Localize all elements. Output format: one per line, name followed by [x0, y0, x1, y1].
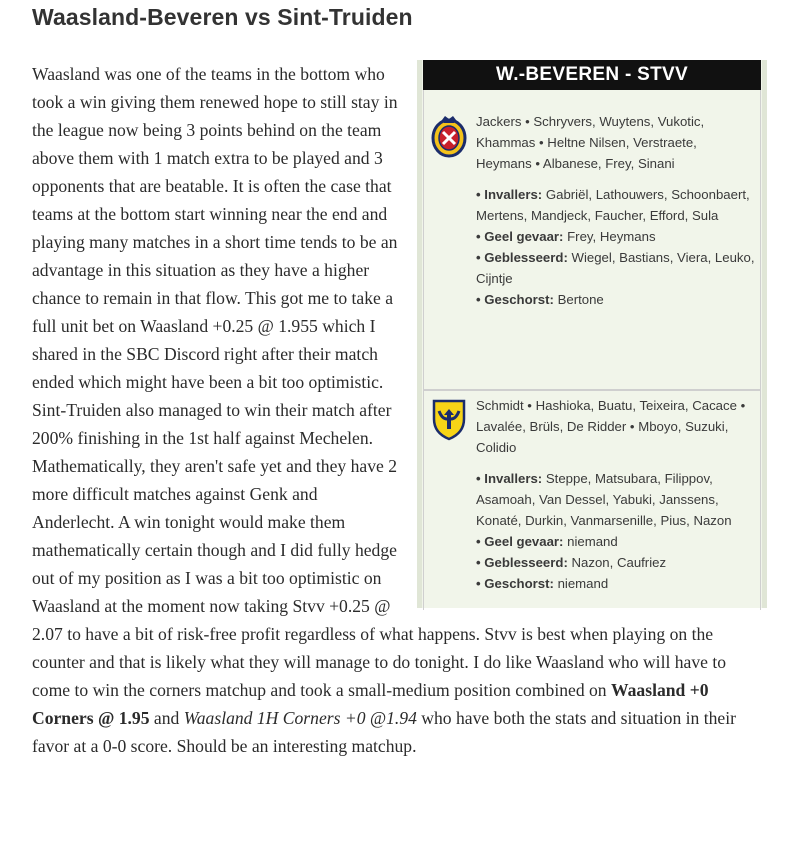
bet-highlight-1h-corners: Waasland 1H Corners +0 @1.94 [183, 708, 417, 728]
article-paragraph: Waasland was one of the teams in the bottom who took a win giving them renewed hope to still stay in the league now being 3 points behind on the team above them with 1 match extra to be played and 3 opponents that are beatable. It is often the case that teams at the bottom start winning near the end and playing many matches in a short time tends to be an advantage in this situation as they have a higher chance to remain in that flow. This got me to take a full unit bet on Waasland +0.25 @ 1.955 which I shared in the SBC Discord right after their match ended which might have been a bit too optimistic. Sint-Truiden also managed to win their match after 200% finishing in the 1st half against Mechelen. Mathematically, they aren't safe yet and they have 2 more difficult matches against Genk and Anderlecht. A win tonight would make them mathematically certain though and I did fully hedge out of my position as I was a bit too optimistic on Waasland at the moment now taking Stvv +0.25 @ 2.07 to have a bit of risk-free profit regardless of what happens. Stvv is best when playing on the counter and that is likely what they will manage to do tonight. I do like Waasland who will have to come to win the corners matchup and took a small-medium position combined on [32, 64, 727, 700]
bet-highlight-corners: Waasland +0 Corners @ 1.95 [32, 680, 709, 728]
article-body [32, 60, 767, 760]
lineup-box [417, 60, 767, 608]
article-connector: and [149, 708, 184, 728]
home-suspended: • Geschorst: Bertone [476, 292, 604, 307]
article-paragraph-end: who have both the stats and situation in their favor at a 0-0 score. Should be an interesting matchup. [32, 708, 736, 756]
away-starters: Schmidt • Hashioka, Buatu, Teixeira, Cacace • Lavalée, Brüls, De Ridder • Mboyo, Suzuki, Colidio [476, 398, 746, 455]
waasland-beveren-crest-icon [430, 114, 468, 158]
lineup-header: W.-BEVEREN - STVV [423, 60, 761, 90]
away-injured: • Geblesseerd: Nazon, Caufriez [476, 555, 667, 570]
away-lineup [423, 391, 761, 610]
home-injured: • Geblesseerd: Wiegel, Bastians, Viera, Leuko, Cijntje [476, 250, 755, 286]
away-yellow-risk: • Geel gevaar: niemand [476, 534, 618, 549]
page-title: Waasland-Beveren vs Sint-Truiden [32, 4, 413, 30]
sint-truiden-crest-icon [430, 397, 468, 441]
home-starters: Jackers • Schryvers, Wuytens, Vukotic, Khammas • Heltne Nilsen, Verstraete, Heymans • Albanese, Frey, Sinani [476, 114, 705, 171]
away-suspended: • Geschorst: niemand [476, 576, 609, 591]
away-subs: • Invallers: Steppe, Matsubara, Filippov, Asamoah, Van Dessel, Yabuki, Janssens, Konaté, Durkin, Vanmarsenille, Pius, Nazon [476, 471, 732, 528]
home-subs: • Invallers: Gabriël, Lathouwers, Schoonbaert, Mertens, Mandjeck, Faucher, Efford, Sula [476, 187, 750, 223]
home-yellow-risk: • Geel gevaar: Frey, Heymans [476, 229, 656, 244]
home-lineup [423, 90, 761, 391]
